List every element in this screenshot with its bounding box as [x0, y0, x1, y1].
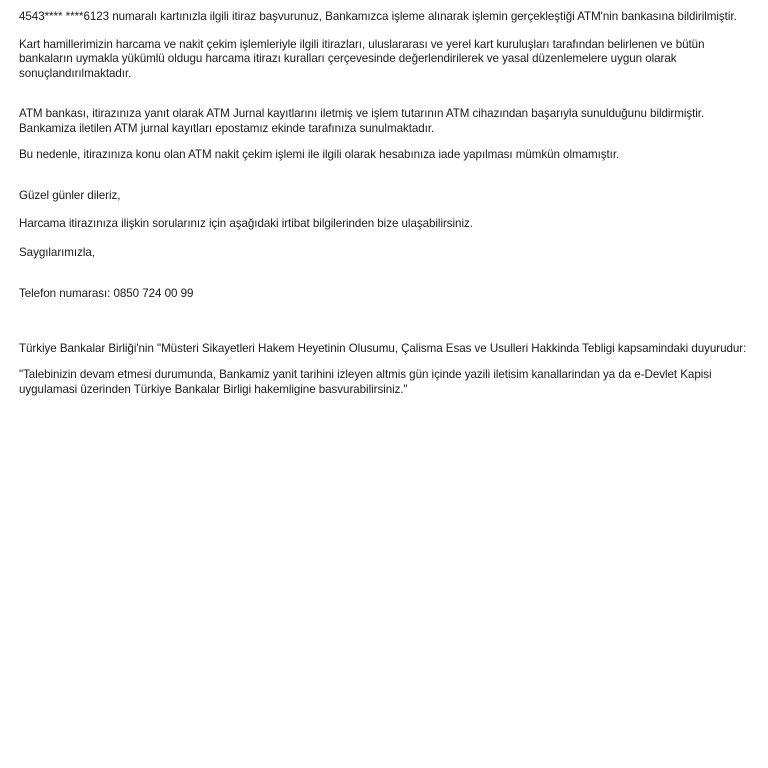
- paragraph-card-objection: 4543**** ****6123 numaralı kartınızla ilgili itiraz başvurunuz, Bankamızca işleme alınarak işlemin gerçekleştiği ATM'nin bankasına bildirilmiştir.: [19, 10, 737, 23]
- paragraph-contact-info: Harcama itirazınıza ilişkin sorularınız için aşağıdaki irtibat bilgilerinden bize ulaşabilirsiniz.: [19, 217, 473, 230]
- paragraph-objection-rules: Kart hamillerimizin harcama ve nakit çekim işlemleriyle ilgili itirazları, uluslararası ve yerel kart kuruluşları tarafından belirlenen ve bütün bankaların uymakla yükümlü oldugu harcama itirazı kuralları çerçevesinde değerlendirilerek ve yasal düzenlemelere uygun olarak sonuçlandırılmaktadır.: [19, 37, 705, 80]
- paragraph-atm-journal: ATM bankası, itirazınıza yanıt olarak ATM Jurnal kayıtlarını iletmiş ve işlem tutarının ATM cihazından başarıyla sunulduğunu bildirmiştir. Bankamiza iletilen ATM jurnal kayıtları epostamız ekinde tarafınıza sunulmaktadır.: [19, 107, 705, 135]
- paragraph-tbb-quote: "Talebinizin devam etmesi durumunda, Bankamiz yanit tarihini izleyen altmis gün içinde yazili iletisim kanallarindan ya da e-Devlet Kapisi uygulamasi üzerinden Türkiye Bankalar Birligi hakemligine basvurabilirsiniz.": [19, 368, 712, 396]
- document-body: [19, 10, 751, 397]
- phone-number: Telefon numarası: 0850 724 00 99: [19, 287, 194, 300]
- paragraph-greeting: Güzel günler dileriz,: [19, 188, 121, 202]
- paragraph-refund-result: Bu nedenle, itirazınıza konu olan ATM nakit çekim işlemi ile ilgili olarak hesabınıza iade yapılması mümkün olmamıştır.: [19, 148, 620, 161]
- paragraph-regards: Saygılarımızla,: [19, 245, 95, 259]
- paragraph-tbb-announcement: Türkiye Bankalar Birliği'nin "Müsteri Sikayetleri Hakem Heyetinin Olusumu, Çalisma Esas ve Usulleri Hakkinda Tebligi kapsamindaki duyurudur:: [19, 341, 747, 355]
